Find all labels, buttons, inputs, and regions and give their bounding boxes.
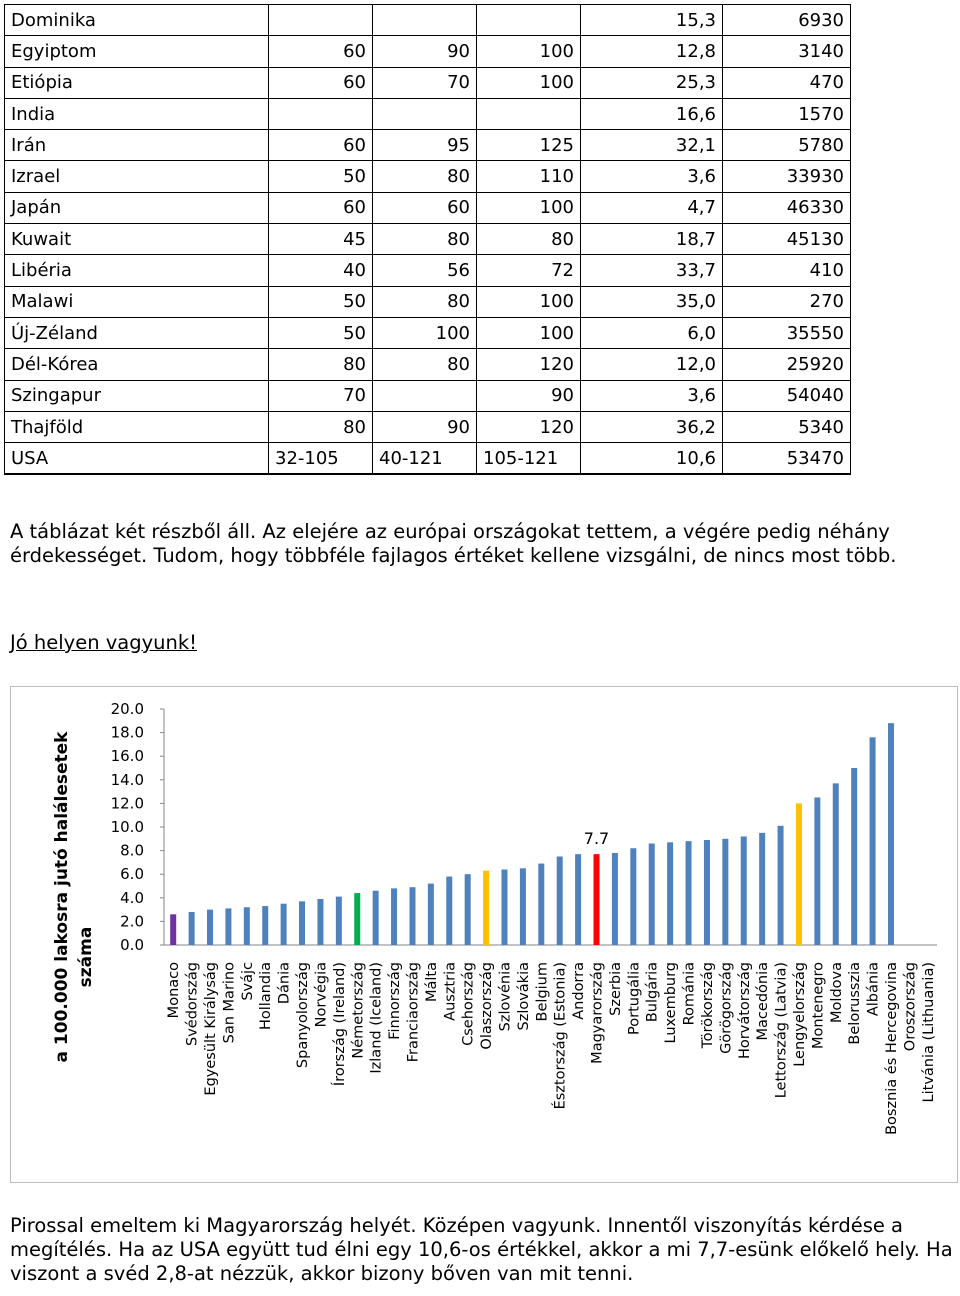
country-cell: Izrael xyxy=(5,161,269,192)
value-cell: 40 xyxy=(269,255,373,286)
x-tick-label: San Marino xyxy=(221,962,238,1044)
y-tick-label: 12.0 xyxy=(110,794,144,813)
country-cell: Dominika xyxy=(5,5,269,36)
y-tick-label: 4.0 xyxy=(120,888,144,907)
x-tick-label: Lengyelország xyxy=(791,962,808,1067)
bar xyxy=(759,833,765,945)
bar xyxy=(870,737,876,945)
x-tick-label: Svédország xyxy=(184,962,201,1046)
value-cell: 33930 xyxy=(723,161,851,192)
country-cell: Thajföld xyxy=(5,411,269,442)
bar xyxy=(409,887,415,945)
x-tick-label: Bulgária xyxy=(644,962,661,1023)
x-tick-label: Belgium xyxy=(534,962,551,1022)
value-cell: 90 xyxy=(477,380,581,411)
bar xyxy=(741,836,747,945)
x-tick-label: Írország (Ireland) xyxy=(331,962,348,1087)
data-table xyxy=(4,4,851,475)
y-tick-label: 20.0 xyxy=(110,700,144,718)
value-cell: 125 xyxy=(477,130,581,161)
value-cell: 60 xyxy=(373,192,477,223)
value-cell: 80 xyxy=(269,349,373,380)
bar xyxy=(722,839,728,945)
x-tick-label: Olaszország xyxy=(479,962,496,1050)
x-tick-label: Portugália xyxy=(626,962,643,1035)
x-tick-label: Szlovákia xyxy=(515,962,532,1031)
bar xyxy=(796,803,802,945)
y-tick-label: 16.0 xyxy=(110,747,144,766)
value-cell: 100 xyxy=(477,36,581,67)
value-cell xyxy=(373,98,477,129)
x-tick-label: Málta xyxy=(423,962,440,1002)
table-row xyxy=(5,255,851,286)
value-cell: 32-105 xyxy=(269,443,373,474)
table-row xyxy=(5,286,851,317)
value-cell: 72 xyxy=(477,255,581,286)
value-cell: 3140 xyxy=(723,36,851,67)
value-cell: 45 xyxy=(269,224,373,255)
value-cell: 60 xyxy=(269,67,373,98)
table-row xyxy=(5,130,851,161)
country-cell: Kuwait xyxy=(5,224,269,255)
bar xyxy=(225,908,231,945)
country-cell: Dél-Kórea xyxy=(5,349,269,380)
value-cell: 110 xyxy=(477,161,581,192)
x-tick-label: Moldova xyxy=(828,962,845,1023)
bar xyxy=(483,871,489,945)
x-tick-label: Csehország xyxy=(460,962,477,1046)
value-cell: 10,6 xyxy=(581,443,723,474)
value-cell: 5340 xyxy=(723,411,851,442)
value-cell: 56 xyxy=(373,255,477,286)
country-cell: India xyxy=(5,98,269,129)
x-tick-label: Izland (Iceland) xyxy=(368,962,385,1074)
x-tick-label: Görögország xyxy=(718,962,735,1054)
value-cell: 33,7 xyxy=(581,255,723,286)
country-cell: Libéria xyxy=(5,255,269,286)
table-row xyxy=(5,36,851,67)
bar xyxy=(649,844,655,945)
value-cell: 6,0 xyxy=(581,317,723,348)
value-cell: 4,7 xyxy=(581,192,723,223)
value-cell: 12,8 xyxy=(581,36,723,67)
value-cell: 105-121 xyxy=(477,443,581,474)
bar xyxy=(833,783,839,945)
value-cell: 100 xyxy=(477,317,581,348)
bar xyxy=(851,768,857,945)
country-cell: USA xyxy=(5,443,269,474)
table-row xyxy=(5,67,851,98)
bar xyxy=(778,826,784,945)
value-cell: 3,6 xyxy=(581,380,723,411)
bar xyxy=(686,841,692,945)
x-tick-label: Dánia xyxy=(276,962,293,1005)
value-cell: 5780 xyxy=(723,130,851,161)
value-cell: 35,0 xyxy=(581,286,723,317)
table-row xyxy=(5,380,851,411)
table-row xyxy=(5,349,851,380)
x-tick-label: Svájc xyxy=(239,962,256,1001)
value-cell: 120 xyxy=(477,411,581,442)
country-cell: Egyiptom xyxy=(5,36,269,67)
value-cell: 50 xyxy=(269,317,373,348)
bar xyxy=(501,869,507,945)
bar xyxy=(888,723,894,945)
x-tick-label: Lettország (Latvia) xyxy=(773,962,790,1099)
x-tick-label: Spanyolország xyxy=(295,962,312,1069)
x-tick-label: Törökország xyxy=(699,962,716,1049)
table-row xyxy=(5,161,851,192)
x-tick-label: Bosznia és Hercegovina xyxy=(883,962,900,1135)
table-row xyxy=(5,224,851,255)
value-cell: 80 xyxy=(477,224,581,255)
value-cell xyxy=(373,380,477,411)
value-cell: 18,7 xyxy=(581,224,723,255)
country-cell: Japán xyxy=(5,192,269,223)
x-tick-label: Macedónia xyxy=(755,962,772,1041)
x-tick-label: Finnország xyxy=(387,962,404,1040)
conclusion-paragraph: Pirossal emeltem ki Magyarország helyét. Középen vagyunk. Innentől viszonyítás kérdése a megítélés. Ha az USA együtt tud élni egy 10,6-os értékkel, akkor a mi 7,7-esünk előkelő hely. Ha viszont a svéd 2,8-at nézzük, akkor bizony bőven van mit tenni. xyxy=(10,1214,953,1285)
value-cell: 410 xyxy=(723,255,851,286)
value-cell: 45130 xyxy=(723,224,851,255)
value-cell: 53470 xyxy=(723,443,851,474)
bar xyxy=(244,907,250,945)
value-cell: 470 xyxy=(723,67,851,98)
value-cell: 16,6 xyxy=(581,98,723,129)
table-row xyxy=(5,411,851,442)
x-tick-label: Albánia xyxy=(865,962,882,1017)
y-tick-label: 0.0 xyxy=(120,936,144,954)
value-cell: 1570 xyxy=(723,98,851,129)
table-row xyxy=(5,443,851,474)
bar xyxy=(170,914,176,945)
x-tick-label: Magyarország xyxy=(589,962,606,1064)
y-tick-label: 8.0 xyxy=(120,841,144,860)
value-cell: 70 xyxy=(269,380,373,411)
value-cell xyxy=(477,5,581,36)
y-tick-label: 14.0 xyxy=(110,770,144,789)
value-cell: 25,3 xyxy=(581,67,723,98)
country-cell: Etiópia xyxy=(5,67,269,98)
value-cell: 50 xyxy=(269,161,373,192)
x-tick-label: Andorra xyxy=(571,962,588,1020)
value-cell: 15,3 xyxy=(581,5,723,36)
value-cell: 120 xyxy=(477,349,581,380)
x-tick-label: Montenegro xyxy=(810,962,827,1050)
x-tick-label: Horvátország xyxy=(736,962,753,1059)
bar xyxy=(667,842,673,945)
value-cell: 32,1 xyxy=(581,130,723,161)
value-cell: 80 xyxy=(373,224,477,255)
value-cell xyxy=(269,5,373,36)
bar xyxy=(538,864,544,945)
bar-chart xyxy=(11,687,957,1182)
bar xyxy=(814,798,820,946)
value-cell xyxy=(269,98,373,129)
value-cell: 95 xyxy=(373,130,477,161)
country-cell: Irán xyxy=(5,130,269,161)
y-tick-label: 2.0 xyxy=(120,912,144,931)
x-tick-label: Egyesült Királyság xyxy=(203,962,220,1096)
bar xyxy=(465,874,471,945)
value-cell: 80 xyxy=(373,349,477,380)
bar xyxy=(612,853,618,945)
value-cell: 60 xyxy=(269,36,373,67)
value-cell: 12,0 xyxy=(581,349,723,380)
heading-link[interactable]: Jó helyen vagyunk! xyxy=(10,631,197,654)
x-tick-label: Monaco xyxy=(166,962,183,1019)
value-cell: 3,6 xyxy=(581,161,723,192)
bar xyxy=(262,906,268,945)
x-tick-label: Oroszország xyxy=(902,962,919,1052)
bar xyxy=(704,840,710,945)
table-row xyxy=(5,192,851,223)
table-row xyxy=(5,317,851,348)
value-cell: 50 xyxy=(269,286,373,317)
value-cell: 35550 xyxy=(723,317,851,348)
value-cell: 6930 xyxy=(723,5,851,36)
x-tick-label: Szlovénia xyxy=(497,962,514,1032)
value-cell xyxy=(373,5,477,36)
y-tick-label: 18.0 xyxy=(110,723,144,742)
value-cell: 46330 xyxy=(723,192,851,223)
x-tick-label: Luxemburg xyxy=(663,962,680,1044)
bar xyxy=(446,877,452,945)
x-tick-label: Németország xyxy=(350,962,367,1059)
table-row xyxy=(5,5,851,36)
value-cell: 40-121 xyxy=(373,443,477,474)
bar xyxy=(281,904,287,945)
value-cell: 60 xyxy=(269,130,373,161)
value-cell xyxy=(477,98,581,129)
x-tick-label: Franciaország xyxy=(405,962,422,1063)
y-tick-label: 6.0 xyxy=(120,865,144,884)
x-tick-label: Norvégia xyxy=(313,962,330,1028)
value-cell: 90 xyxy=(373,411,477,442)
country-cell: Szingapur xyxy=(5,380,269,411)
value-cell: 270 xyxy=(723,286,851,317)
y-axis-label: a 100.000 lakosra jutó halálesetek száma xyxy=(52,731,96,1063)
country-cell: Új-Zéland xyxy=(5,317,269,348)
bar xyxy=(207,910,213,945)
chart-container xyxy=(10,686,958,1183)
bar xyxy=(373,891,379,945)
value-cell: 80 xyxy=(269,411,373,442)
value-cell: 60 xyxy=(269,192,373,223)
value-cell: 90 xyxy=(373,36,477,67)
value-cell: 100 xyxy=(477,67,581,98)
value-cell: 100 xyxy=(477,192,581,223)
x-tick-label: Belorusszia xyxy=(847,962,864,1045)
value-cell: 36,2 xyxy=(581,411,723,442)
intro-paragraph: A táblázat két részből áll. Az elejére az európai országokat tettem, a végére pedig néhány érdekességet. Tudom, hogy többféle fajlagos értéket kellene vizsgálni, de nincs most több. xyxy=(10,520,897,567)
value-cell: 80 xyxy=(373,286,477,317)
bar xyxy=(354,893,360,945)
bar xyxy=(299,901,305,945)
bar xyxy=(189,912,195,945)
country-cell: Malawi xyxy=(5,286,269,317)
x-tick-label: Ausztria xyxy=(442,962,459,1021)
x-tick-label: Szerbia xyxy=(607,962,624,1016)
bar xyxy=(391,888,397,945)
x-tick-label: Észtország (Estonia) xyxy=(552,962,569,1110)
value-cell: 100 xyxy=(373,317,477,348)
data-label: 7.7 xyxy=(583,829,610,849)
bar xyxy=(336,897,342,945)
x-tick-label: Litvánia (Lithuania) xyxy=(920,962,937,1103)
table-row xyxy=(5,98,851,129)
bar xyxy=(594,854,600,945)
bar xyxy=(575,854,581,945)
bar xyxy=(520,868,526,945)
value-cell: 25920 xyxy=(723,349,851,380)
x-tick-label: Hollandia xyxy=(258,962,275,1031)
value-cell: 80 xyxy=(373,161,477,192)
x-tick-label: Románia xyxy=(681,962,698,1026)
value-cell: 54040 xyxy=(723,380,851,411)
bar xyxy=(630,848,636,945)
value-cell: 100 xyxy=(477,286,581,317)
bar xyxy=(557,857,563,946)
value-cell: 70 xyxy=(373,67,477,98)
bar xyxy=(428,884,434,945)
bar xyxy=(317,899,323,945)
y-tick-label: 10.0 xyxy=(110,818,144,836)
